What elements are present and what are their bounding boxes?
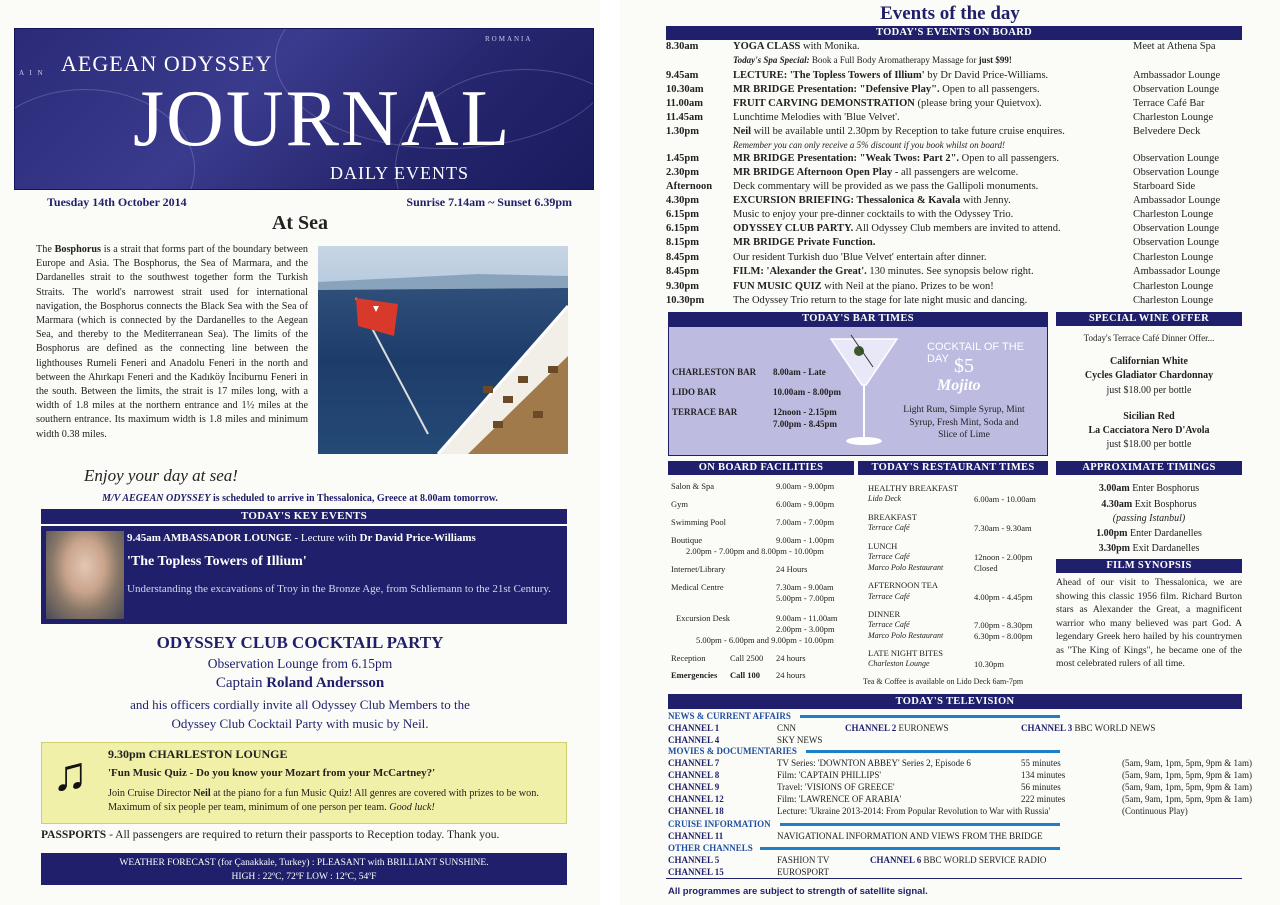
lecturer-name: Dr David Price-Williams bbox=[359, 532, 476, 544]
meal-hours: Closed bbox=[974, 563, 998, 573]
tv-channel: CHANNEL 5 bbox=[668, 855, 720, 865]
tv-duration: 56 minutes bbox=[1021, 782, 1061, 792]
ship-deck-illustration bbox=[318, 246, 568, 454]
facility-name: Gym bbox=[671, 499, 688, 509]
arrival-notice bbox=[0, 493, 600, 504]
timings-header: APPROXIMATE TIMINGS bbox=[1056, 461, 1242, 475]
event-time: 9.30pm bbox=[666, 281, 699, 292]
tv-category-rule bbox=[806, 750, 1060, 753]
captain-line bbox=[0, 675, 600, 692]
tv-divider bbox=[666, 878, 1242, 879]
tv-schedule: (5am, 9am, 1pm, 5pm, 9pm & 1am) bbox=[1122, 794, 1252, 804]
event-title: LECTURE: 'The Topless Towers of Illium' bbox=[733, 70, 925, 81]
timing-desc: Exit Dardanelles bbox=[1129, 543, 1200, 554]
facility-name: Salon & Spa bbox=[671, 481, 714, 491]
ship-deck-photo bbox=[318, 246, 568, 454]
event-location: Belvedere Deck bbox=[1133, 126, 1201, 137]
bar-name: TERRACE BAR bbox=[672, 407, 738, 417]
spa-special-text: Book a Full Body Aromatherapy Massage for bbox=[809, 55, 979, 65]
event-detail: with Jenny. bbox=[960, 195, 1011, 206]
event-description bbox=[733, 111, 900, 125]
film-synopsis-text: Ahead of our visit to Thessalonica, we are showing this classic 1956 film. Richard Burton stars as Alexander the Great, a magnificent warrior who many believed was part God. A legendary Greek hero hailed by his countrymen as "The King of Kings", he became one of the most celebrated rulers of all time. bbox=[1056, 577, 1242, 669]
timing-row bbox=[1056, 498, 1242, 512]
key-event-card bbox=[41, 526, 567, 624]
temperature-line: HIGH : 22ºC, 72ºF LOW : 12ºC, 54ºF bbox=[231, 872, 377, 882]
tv-channel-3 bbox=[1021, 723, 1155, 733]
event-location: Ambassador Lounge bbox=[1133, 195, 1221, 206]
event-time: 1.45pm bbox=[666, 153, 699, 164]
key-event-place: 9.45am AMBASSADOR LOUNGE bbox=[127, 532, 292, 544]
club-invite-line: Odyssey Club Cocktail Party with music by Neil. bbox=[171, 716, 429, 731]
wine-price: just $18.00 per bottle bbox=[1106, 385, 1192, 396]
music-quiz-card bbox=[41, 742, 567, 824]
event-title: FUN MUSIC QUIZ bbox=[733, 281, 822, 292]
event-time: 8.15pm bbox=[666, 237, 699, 248]
facility-hours: 24 hours bbox=[776, 653, 806, 663]
facility-name: Medical Centre bbox=[671, 582, 724, 592]
facility-phone: Call 100 bbox=[730, 670, 760, 680]
club-party-title: ODYSSEY CLUB COCKTAIL PARTY bbox=[156, 633, 444, 652]
timing-time: 4.30am bbox=[1101, 499, 1133, 510]
facility-hours: 2.00pm - 7.00pm and 8.00pm - 10.00pm bbox=[686, 546, 824, 556]
tv-program: SKY NEWS bbox=[777, 735, 823, 745]
event-detail: - all passengers are welcome. bbox=[892, 167, 1019, 178]
event-description bbox=[733, 40, 860, 54]
tv-program: TV Series: 'DOWNTON ABBEY' Series 2, Episode 6 bbox=[777, 758, 971, 768]
intro-keyword: Bosphorus bbox=[54, 244, 101, 255]
event-time: 2.30pm bbox=[666, 167, 699, 178]
club-invite-line: and his officers cordially invite all Odyssey Club Members to the bbox=[130, 697, 470, 712]
facilities-header: ON BOARD FACILITIES bbox=[668, 461, 854, 475]
tv-program: BBC WORLD NEWS bbox=[1072, 723, 1156, 733]
event-detail: Lunchtime Melodies with 'Blue Velvet'. bbox=[733, 112, 900, 123]
bar-hours: 12noon - 2.15pm bbox=[773, 407, 837, 417]
meal-venue: Marco Polo Restaurant bbox=[868, 631, 944, 640]
wine-name: La Cacciatora Nero D'Avola bbox=[1088, 425, 1210, 436]
cocktail-name: Mojito bbox=[937, 377, 981, 394]
event-time: 10.30pm bbox=[666, 295, 705, 306]
event-time: 6.15pm bbox=[666, 209, 699, 220]
event-location: Starboard Side bbox=[1133, 181, 1196, 192]
discount-note: Remember you can only receive a 5% discount if you book whilst on board! bbox=[733, 140, 1006, 150]
quiz-signoff: Good luck! bbox=[389, 802, 435, 813]
timing-row bbox=[1056, 482, 1242, 496]
tv-program: Lecture: 'Ukraine 2013-2014: From Popular Revolution to War with Russia' bbox=[777, 806, 1051, 816]
sunrise-sunset: Sunrise 7.14am ~ Sunset 6.39pm bbox=[406, 195, 572, 209]
meal-hours: 6.00am - 10.00am bbox=[974, 494, 1036, 504]
event-description bbox=[733, 97, 1042, 111]
meal-venue: Charleston Lounge bbox=[868, 659, 930, 668]
event-description bbox=[733, 69, 1048, 83]
cocktail-label: COCKTAIL OF THE DAY bbox=[927, 341, 1024, 365]
masthead-title: JOURNAL bbox=[133, 75, 512, 163]
event-time: Afternoon bbox=[666, 181, 713, 192]
journal-masthead bbox=[14, 28, 594, 190]
meal-venue: Marco Polo Restaurant bbox=[868, 563, 944, 572]
event-location: Ambassador Lounge bbox=[1133, 266, 1221, 277]
timing-time: 1.00pm bbox=[1096, 528, 1128, 539]
event-title: FILM: 'Alexander the Great'. bbox=[733, 266, 867, 277]
event-location: Charleston Lounge bbox=[1133, 281, 1214, 292]
tv-channel: CHANNEL 9 bbox=[668, 782, 720, 792]
meal-hours: 6.30pm - 8.00pm bbox=[974, 631, 1033, 641]
issue-date: Tuesday 14th October 2014 bbox=[47, 195, 187, 209]
tv-channel-6 bbox=[870, 855, 1046, 865]
event-description bbox=[733, 194, 1011, 208]
event-title: EXCURSION BRIEFING: Thessalonica & Kavala bbox=[733, 195, 961, 206]
wine-intro: Today's Terrace Café Dinner Offer... bbox=[1083, 333, 1215, 343]
event-detail: with Monika. bbox=[800, 41, 860, 52]
event-detail: will be available until 2.30pm by Reception to take future cruise enquires. bbox=[751, 126, 1065, 137]
quiz-host: Neil bbox=[193, 788, 211, 799]
arrival-text: is scheduled to arrive in Thessalonica, Greece at 8.00am tomorrow. bbox=[210, 493, 498, 504]
tv-channel: CHANNEL 7 bbox=[668, 758, 720, 768]
tv-program: Travel: 'VISIONS OF GREECE' bbox=[777, 782, 895, 792]
tv-footer: All programmes are subject to strength of satellite signal. bbox=[668, 886, 928, 897]
meal-name: LATE NIGHT BITES bbox=[868, 648, 943, 658]
facility-name: Reception bbox=[671, 653, 706, 663]
tv-duration: 55 minutes bbox=[1021, 758, 1061, 768]
film-synopsis-header: FILM SYNOPSIS bbox=[1056, 559, 1242, 573]
event-title: MR BRIDGE Presentation: "Weak Twos: Part 2". bbox=[733, 153, 960, 164]
key-events-header: TODAY'S KEY EVENTS bbox=[41, 509, 567, 524]
wine-name: Sicilian Red bbox=[1123, 411, 1175, 422]
event-detail: (please bring your Quietvox). bbox=[914, 98, 1042, 109]
event-time: 4.30pm bbox=[666, 195, 699, 206]
facility-phone: Call 2500 bbox=[730, 653, 764, 663]
bar-hours: 10.00am - 8.00pm bbox=[773, 387, 841, 397]
event-time: 10.30am bbox=[666, 84, 704, 95]
event-detail: Music to enjoy your pre-dinner cocktails to with the Odyssey Trio. bbox=[733, 209, 1014, 220]
meal-name: DINNER bbox=[868, 609, 901, 619]
event-detail: Open to all passengers. bbox=[939, 84, 1040, 95]
facility-hours: 7.30am - 9.00am bbox=[776, 582, 834, 592]
timing-row bbox=[1056, 527, 1242, 541]
ship-name: M/V AEGEAN ODYSSEY bbox=[102, 493, 211, 504]
masthead-ship-name: AEGEAN ODYSSEY bbox=[61, 51, 273, 76]
event-time: 8.45pm bbox=[666, 252, 699, 263]
meal-hours: 7.00pm - 8.30pm bbox=[974, 620, 1033, 630]
bar-times-header: TODAY'S BAR TIMES bbox=[668, 312, 1048, 326]
cocktail-ingredients: Light Rum, Simple Syrup, Mint Syrup, Fresh Mint, Soda and Slice of Lime bbox=[903, 405, 1025, 440]
event-title: Neil bbox=[733, 126, 752, 137]
facility-name: Swimming Pool bbox=[671, 517, 727, 527]
tea-coffee-note: Tea & Coffee is available on Lido Deck 6am-7pm bbox=[863, 677, 1024, 686]
tv-program: FASHION TV bbox=[777, 855, 830, 865]
event-location: Observation Lounge bbox=[1133, 153, 1220, 164]
key-event-type: - Lecture with bbox=[291, 532, 360, 544]
timing-note: (passing Istanbul) bbox=[1112, 513, 1186, 524]
events-title: Events of the day bbox=[880, 3, 1020, 24]
bar-hours: 8.00am - Late bbox=[773, 367, 826, 377]
facility-hours: 5.00pm - 6.00pm and 9.00pm - 10.00pm bbox=[696, 635, 834, 645]
tv-channel: CHANNEL 4 bbox=[668, 735, 720, 745]
tv-channel: CHANNEL 6 bbox=[870, 855, 922, 865]
facility-hours: 24 hours bbox=[776, 670, 806, 680]
event-detail: by Dr David Price-Williams. bbox=[924, 70, 1049, 81]
event-time: 1.30pm bbox=[666, 126, 699, 137]
event-title: FRUIT CARVING DEMONSTRATION bbox=[733, 98, 915, 109]
tv-channel: CHANNEL 1 bbox=[668, 723, 720, 733]
event-detail: The Odyssey Trio return to the stage for late night music and dancing. bbox=[733, 295, 1028, 306]
tv-category: NEWS & CURRENT AFFAIRS bbox=[668, 711, 791, 721]
tv-channel: CHANNEL 11 bbox=[668, 831, 724, 841]
wine-price: just $18.00 per bottle bbox=[1106, 439, 1192, 450]
facility-hours: 24 Hours bbox=[776, 564, 808, 574]
facility-hours: 9.00am - 9.00pm bbox=[776, 481, 835, 491]
quiz-time-place: 9.30pm CHARLESTON LOUNGE bbox=[108, 747, 288, 761]
masthead-subtitle: DAILY EVENTS bbox=[330, 163, 470, 183]
timing-desc: Exit Bosphorus bbox=[1132, 499, 1197, 510]
tv-channel: CHANNEL 3 bbox=[1021, 723, 1073, 733]
meal-hours: 4.00pm - 4.45pm bbox=[974, 592, 1033, 602]
events-header: TODAY'S EVENTS ON BOARD bbox=[666, 26, 1242, 40]
bar-times-box bbox=[668, 326, 1048, 456]
passports-notice bbox=[41, 829, 499, 841]
event-description bbox=[733, 280, 994, 294]
event-location: Observation Lounge bbox=[1133, 84, 1220, 95]
event-title: YOGA CLASS bbox=[733, 41, 801, 52]
lecturer-portrait bbox=[46, 531, 124, 619]
event-location: Charleston Lounge bbox=[1133, 209, 1214, 220]
event-description bbox=[733, 125, 1065, 139]
captain-title: Captain bbox=[215, 675, 267, 691]
tv-schedule: (Continuous Play) bbox=[1122, 806, 1188, 816]
bar-hours: 7.00pm - 8.45pm bbox=[773, 419, 838, 429]
event-description bbox=[733, 180, 1038, 194]
tv-channel: CHANNEL 18 bbox=[668, 806, 724, 816]
tv-channel: CHANNEL 2 bbox=[845, 723, 897, 733]
meal-venue: Terrace Café bbox=[868, 620, 910, 629]
meal-name: LUNCH bbox=[868, 541, 898, 551]
facility-name: Internet/Library bbox=[671, 564, 726, 574]
tv-program: EURONEWS bbox=[896, 723, 949, 733]
facility-hours: 6.00am - 9.00pm bbox=[776, 499, 835, 509]
timing-desc: Enter Dardanelles bbox=[1127, 528, 1202, 539]
facility-hours: 9.00am - 1.00pm bbox=[776, 535, 835, 545]
meal-name: AFTERNOON TEA bbox=[868, 580, 938, 590]
key-event-time bbox=[127, 532, 476, 544]
tv-program: Film: 'CAPTAIN PHILLIPS' bbox=[777, 770, 882, 780]
event-detail: 130 minutes. See synopsis below right. bbox=[866, 266, 1034, 277]
map-label: ROMANIA bbox=[485, 35, 533, 43]
tv-program: NAVIGATIONAL INFORMATION AND VIEWS FROM THE BRIDGE bbox=[777, 831, 1043, 841]
enjoy-message: Enjoy your day at sea! bbox=[84, 466, 238, 485]
tv-channel: CHANNEL 15 bbox=[668, 867, 724, 877]
map-label: A I N bbox=[19, 69, 45, 77]
timing-desc: Enter Bosphorus bbox=[1129, 483, 1200, 494]
spa-special-price: just $99! bbox=[978, 55, 1012, 65]
event-title: MR BRIDGE Private Function. bbox=[733, 237, 876, 248]
facility-hours: 7.00am - 7.00pm bbox=[776, 517, 835, 527]
tv-schedule: (5am, 9am, 1pm, 5pm, 9pm & 1am) bbox=[1122, 770, 1252, 780]
event-location: Observation Lounge bbox=[1133, 167, 1220, 178]
event-time: 6.15pm bbox=[666, 223, 699, 234]
quiz-text: Join Cruise Director bbox=[108, 788, 194, 799]
facility-name: Boutique bbox=[671, 535, 703, 545]
event-time: 11.00am bbox=[666, 98, 704, 109]
event-detail: Our resident Turkish duo 'Blue Velvet' entertain after dinner. bbox=[733, 252, 987, 263]
weather-line: WEATHER FORECAST (for Çanakkale, Turkey) : PLEASANT with BRILLIANT SUNSHINE. bbox=[119, 858, 489, 868]
event-title: MR BRIDGE Presentation: "Defensive Play". bbox=[733, 84, 940, 95]
event-location: Terrace Café Bar bbox=[1133, 98, 1205, 109]
event-description bbox=[733, 265, 1034, 279]
event-description bbox=[733, 83, 1040, 97]
restaurant-header: TODAY'S RESTAURANT TIMES bbox=[858, 461, 1048, 475]
tv-channel: CHANNEL 12 bbox=[668, 794, 724, 804]
quiz-description bbox=[108, 787, 558, 815]
bosphorus-intro bbox=[36, 243, 308, 442]
event-detail: with Neil at the piano. Prizes to be won! bbox=[821, 281, 994, 292]
tv-channel: CHANNEL 8 bbox=[668, 770, 720, 780]
wine-name: Cycles Gladiator Chardonnay bbox=[1084, 370, 1214, 381]
left-page bbox=[0, 0, 600, 905]
tv-category: MOVIES & DOCUMENTARIES bbox=[668, 746, 797, 756]
facility-name: Emergencies bbox=[671, 670, 718, 680]
event-location: Charleston Lounge bbox=[1133, 295, 1214, 306]
quiz-title: 'Fun Music Quiz - Do you know your Mozart from your McCartney?' bbox=[108, 767, 436, 779]
tv-program: BBC WORLD SERVICE RADIO bbox=[921, 855, 1047, 865]
music-note-icon: ♫ bbox=[52, 748, 88, 801]
timing-time: 3.30pm bbox=[1098, 543, 1130, 554]
tv-schedule: (5am, 9am, 1pm, 5pm, 9pm & 1am) bbox=[1122, 758, 1252, 768]
page-gutter bbox=[600, 0, 620, 905]
tv-duration: 134 minutes bbox=[1021, 770, 1066, 780]
wine-offer-header: SPECIAL WINE OFFER bbox=[1056, 312, 1242, 326]
meal-venue: Terrace Café bbox=[868, 592, 910, 601]
tv-program: CNN bbox=[777, 723, 797, 733]
event-description bbox=[733, 294, 1027, 308]
cocktail-price: $5 bbox=[954, 355, 974, 377]
tv-program: EUROSPORT bbox=[777, 867, 829, 877]
timing-row bbox=[1056, 542, 1242, 556]
key-event-description: Understanding the excavations of Troy in the Bronze Age, from Schliemann to the 21st Century. bbox=[127, 583, 551, 595]
tv-header: TODAY'S TELEVISION bbox=[668, 694, 1242, 709]
club-party-location: Observation Lounge from 6.15pm bbox=[207, 656, 393, 671]
facility-hours: 9.00am - 11.00am bbox=[776, 613, 838, 623]
tv-category-rule bbox=[760, 847, 1060, 850]
meal-hours: 10.30pm bbox=[974, 659, 1004, 669]
weather-forecast bbox=[41, 853, 567, 885]
bar-name: LIDO BAR bbox=[672, 387, 717, 397]
event-location: Charleston Lounge bbox=[1133, 112, 1214, 123]
meal-name: BREAKFAST bbox=[868, 512, 917, 522]
captain-name: Roland Andersson bbox=[266, 675, 385, 691]
page-heading: At Sea bbox=[271, 212, 329, 234]
timing-time: 3.00am bbox=[1098, 483, 1130, 494]
event-location: Observation Lounge bbox=[1133, 237, 1220, 248]
wine-name: Californian White bbox=[1110, 356, 1188, 367]
facility-name: Excursion Desk bbox=[676, 613, 731, 623]
event-location: Meet at Athena Spa bbox=[1133, 41, 1216, 52]
event-title: ODYSSEY CLUB PARTY. bbox=[733, 223, 854, 234]
passports-text: - All passengers are required to return their passports to Reception today. Thank you. bbox=[106, 829, 500, 841]
event-title: MR BRIDGE Afternoon Open Play bbox=[733, 167, 893, 178]
meal-venue: Terrace Café bbox=[868, 523, 910, 532]
intro-text: The bbox=[36, 244, 55, 255]
meal-venue: Terrace Café bbox=[868, 552, 910, 561]
event-description bbox=[733, 152, 1059, 166]
spa-special bbox=[733, 55, 1012, 65]
event-description bbox=[733, 236, 875, 250]
tv-category: OTHER CHANNELS bbox=[668, 843, 753, 853]
tv-channel-2 bbox=[845, 723, 949, 733]
event-time: 8.45pm bbox=[666, 266, 699, 277]
event-detail: All Odyssey Club members are invited to attend. bbox=[853, 223, 1061, 234]
event-description bbox=[733, 251, 987, 265]
event-description bbox=[733, 166, 1018, 180]
event-location: Ambassador Lounge bbox=[1133, 70, 1221, 81]
event-description bbox=[733, 208, 1013, 222]
event-location: Observation Lounge bbox=[1133, 223, 1220, 234]
tv-duration: 222 minutes bbox=[1021, 794, 1066, 804]
intro-text: is a strait that forms part of the boundary between Europe and Asia. The Bosphorus, the Sea of Marmara, and the Dardanelles strait to the southwest together form the Turkish Straits. The world's narrowest strait used for international navigation, the Bosphorus connects the Black Sea with the Sea of Marmara (which is connected by the Dardanelles to the Aegean Sea, and thereby to the Mediterranean Sea). The limits of the Bosphorus are defined as the connecting line between the lighthouses Rumeli Feneri and Anadolu Feneri in the north and between the Ahırkapı Feneri and the Kadıköy İnciburnu Feneri in the south. Between the limits, the strait is 17 miles long, with a width of 1.8 miles at the northern entrance and 1½ miles at the southern entrance. Its maximum width is 1.8 miles and minimum width 0.38 miles. bbox=[36, 244, 309, 440]
meal-name: HEALTHY BREAKFAST bbox=[868, 483, 959, 493]
tv-schedule: (5am, 9am, 1pm, 5pm, 9pm & 1am) bbox=[1122, 782, 1252, 792]
event-time: 8.30am bbox=[666, 41, 699, 52]
tv-category-rule bbox=[800, 715, 1060, 718]
event-time: 9.45am bbox=[666, 70, 699, 81]
event-time: 11.45am bbox=[666, 112, 704, 123]
meal-hours: 7.30am - 9.30am bbox=[974, 523, 1032, 533]
facility-hours: 2.00pm - 3.00pm bbox=[776, 624, 835, 634]
quiz-text: at the piano for a fun Music Quiz! All genres are covered with prizes to be won. Maximum of six people per team, minimum of one person per team. bbox=[108, 788, 539, 813]
event-detail: Open to all passengers. bbox=[959, 153, 1060, 164]
facility-hours: 5.00pm - 7.00pm bbox=[776, 593, 835, 603]
tv-category: CRUISE INFORMATION bbox=[668, 819, 771, 829]
tv-program: Film: 'LAWRENCE OF ARABIA' bbox=[777, 794, 902, 804]
tv-category-rule bbox=[780, 823, 1060, 826]
spa-special-label: Today's Spa Special: bbox=[733, 55, 810, 65]
right-page bbox=[620, 0, 1280, 905]
bar-name: CHARLESTON BAR bbox=[672, 367, 757, 377]
meal-venue: Lido Deck bbox=[868, 494, 902, 503]
key-event-title: 'The Topless Towers of Illium' bbox=[127, 554, 307, 569]
event-description bbox=[733, 222, 1061, 236]
meal-hours: 12noon - 2.00pm bbox=[974, 552, 1033, 562]
event-detail: Deck commentary will be provided as we pass the Gallipoli monuments. bbox=[733, 181, 1039, 192]
martini-glass-icon bbox=[829, 333, 899, 451]
passports-label: PASSPORTS bbox=[41, 829, 107, 841]
event-location: Charleston Lounge bbox=[1133, 252, 1214, 263]
